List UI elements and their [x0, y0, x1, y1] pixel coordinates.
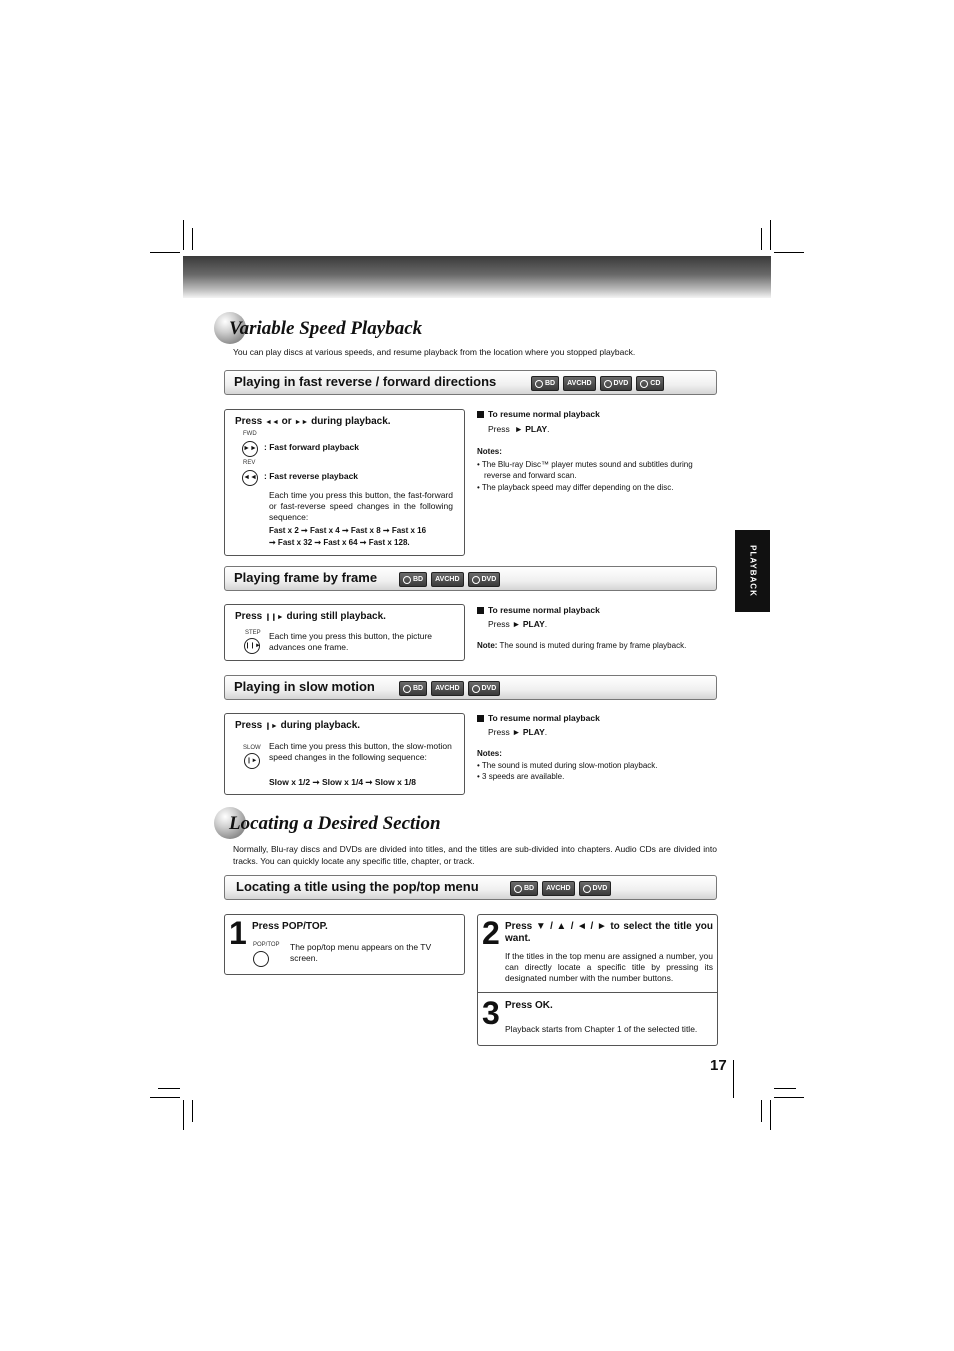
step-icon: ❙❙► [265, 614, 284, 621]
play-key: ► PLAY [512, 727, 545, 737]
bd-badge-icon: BD [531, 376, 559, 391]
dvd-badge-icon: DVD [468, 681, 501, 696]
frame-resume-title: To resume normal playback [477, 605, 600, 616]
fwd-label: FWD [243, 431, 257, 437]
subsection-bar-slow [224, 675, 717, 700]
popup-button-icon [253, 951, 269, 967]
step3-number: 3 [482, 995, 500, 1031]
fast-instruction-box [224, 409, 465, 556]
step-button-icon: ❙❙► [244, 638, 260, 654]
avchd-badge-icon: AVCHD [542, 881, 574, 896]
dvd-badge-icon: DVD [468, 572, 501, 587]
step2-head: Press ▼ / ▲ / ◄ / ► to select the title you want. [505, 921, 713, 944]
slow-instruction-box [224, 713, 465, 795]
side-tab-label: PLAYBACK [748, 545, 757, 597]
fast-resume-press: Press ► PLAY. [488, 424, 550, 434]
square-bullet-icon [477, 715, 484, 722]
frame-press-line: Press ❙❙► during still playback. [235, 611, 386, 622]
step1-desc: The pop/top menu appears on the TV screen. [290, 942, 432, 963]
rev-label: REV [243, 460, 256, 466]
subsection-title-slow: Playing in slow motion [234, 679, 375, 694]
fast-notes-title: Notes: [477, 447, 502, 456]
slow-resume-press: Press ► PLAY. [488, 727, 548, 737]
slow-label: SLOW [243, 745, 261, 751]
step1-box [224, 914, 465, 975]
step3-desc: Playback starts from Chapter 1 of the selected title. [505, 1024, 698, 1034]
step-label: STEP [245, 630, 261, 636]
frame-desc: Each time you press this button, the picture advances one frame. [269, 631, 433, 652]
side-tab [735, 530, 770, 612]
slow-desc: Each time you press this button, the slow-motion speed changes in the following sequence: [269, 741, 452, 762]
fast-note-2: • The playback speed may differ depending on the disc. [477, 483, 674, 492]
slow-sequence: Slow x 1/2 ➞ Slow x 1/4 ➞ Slow x 1/8 [269, 777, 416, 787]
subsection-title-fast: Playing in fast reverse / forward directions [234, 374, 497, 389]
square-bullet-icon [477, 607, 484, 614]
slow-note-2: • 3 speeds are available. [477, 772, 565, 781]
fast-sequence-1: Fast x 2 ➞ Fast x 4 ➞ Fast x 8 ➞ Fast x 16 [269, 526, 427, 535]
slow-press-line: Press ❙► during playback. [235, 720, 361, 731]
step1-head: Press POP/TOP. [252, 921, 328, 932]
cd-badge-icon: CD [636, 376, 664, 391]
slow-icon: ❙► [265, 723, 278, 730]
step2-number: 2 [482, 915, 500, 951]
play-key: ► PLAY [512, 619, 545, 629]
fast-note-1: • The Blu-ray Disc™ player mutes sound and subtitles during [477, 460, 693, 469]
fast-press-line: Press ◄◄ or ►► during playback. [235, 416, 391, 427]
subsection-bar-fast [224, 370, 717, 395]
subsection-bar-frame [224, 566, 717, 591]
fast-note-1b: reverse and forward scan. [484, 471, 577, 480]
slow-button-icon: ❙► [244, 753, 260, 769]
fast-sequence-2: ➞ Fast x 32 ➞ Fast x 64 ➞ Fast x 128. [269, 538, 410, 547]
slow-note-1: • The sound is muted during slow-motion playback. [477, 761, 658, 770]
frame-resume-press: Press ► PLAY. [488, 619, 548, 629]
subsection-title-popup: Locating a title using the pop/top menu [236, 879, 479, 894]
section-intro-locating: Normally, Blu-ray discs and DVDs are divided into titles, and the titles are sub-divided into chapters. Audio CDs are divided into tracks. You can quickly locate any specific title, chapter, or track. [233, 844, 717, 866]
popup-label: POP/TOP [253, 942, 280, 948]
step2-desc: If the titles in the top menu are assigned a number, you can directly locate a specific title by pressing its designated number with the number buttons. [505, 951, 713, 983]
frame-note: Note: The sound is muted during frame by frame playback. [477, 641, 687, 650]
step1-number: 1 [229, 915, 247, 951]
bd-badge-icon: BD [399, 572, 427, 587]
avchd-badge-icon: AVCHD [563, 376, 595, 391]
subsection-title-frame: Playing frame by frame [234, 570, 378, 585]
avchd-badge-icon: AVCHD [431, 572, 463, 587]
dvd-badge-icon: DVD [579, 881, 612, 896]
dvd-badge-icon: DVD [600, 376, 633, 391]
slow-notes-title: Notes: [477, 749, 502, 758]
fwd-button-icon: ►► [242, 441, 258, 457]
step-divider [478, 992, 717, 993]
header-band [183, 256, 771, 298]
fast-resume-title: To resume normal playback [477, 409, 600, 420]
fwd-text: : Fast forward playback [264, 442, 359, 452]
rev-button-icon: ◄◄ [242, 470, 258, 486]
square-bullet-icon [477, 411, 484, 418]
bd-badge-icon: BD [399, 681, 427, 696]
play-key: ► PLAY [514, 424, 548, 434]
slow-resume-title: To resume normal playback [477, 713, 600, 724]
rewind-icon: ◄◄ [265, 419, 279, 426]
avchd-badge-icon: AVCHD [431, 681, 463, 696]
page-number: 17 [710, 1057, 727, 1074]
fast-forward-icon: ►► [294, 419, 309, 426]
step3-head: Press OK. [505, 1000, 553, 1011]
section-intro-variable: You can play discs at various speeds, and resume playback from the location where you stopped playback. [233, 347, 636, 357]
step23-box [477, 914, 718, 1046]
section-title-variable: Variable Speed Playback [229, 318, 423, 339]
rev-text: : Fast reverse playback [264, 471, 359, 481]
subsection-bar-popup [224, 875, 717, 900]
section-title-locating: Locating a Desired Section [229, 813, 441, 834]
bd-badge-icon: BD [510, 881, 538, 896]
frame-instruction-box [224, 604, 465, 661]
fast-desc: Each time you press this button, the fast-forward or fast-reverse speed changes in the following sequence: [269, 490, 453, 522]
